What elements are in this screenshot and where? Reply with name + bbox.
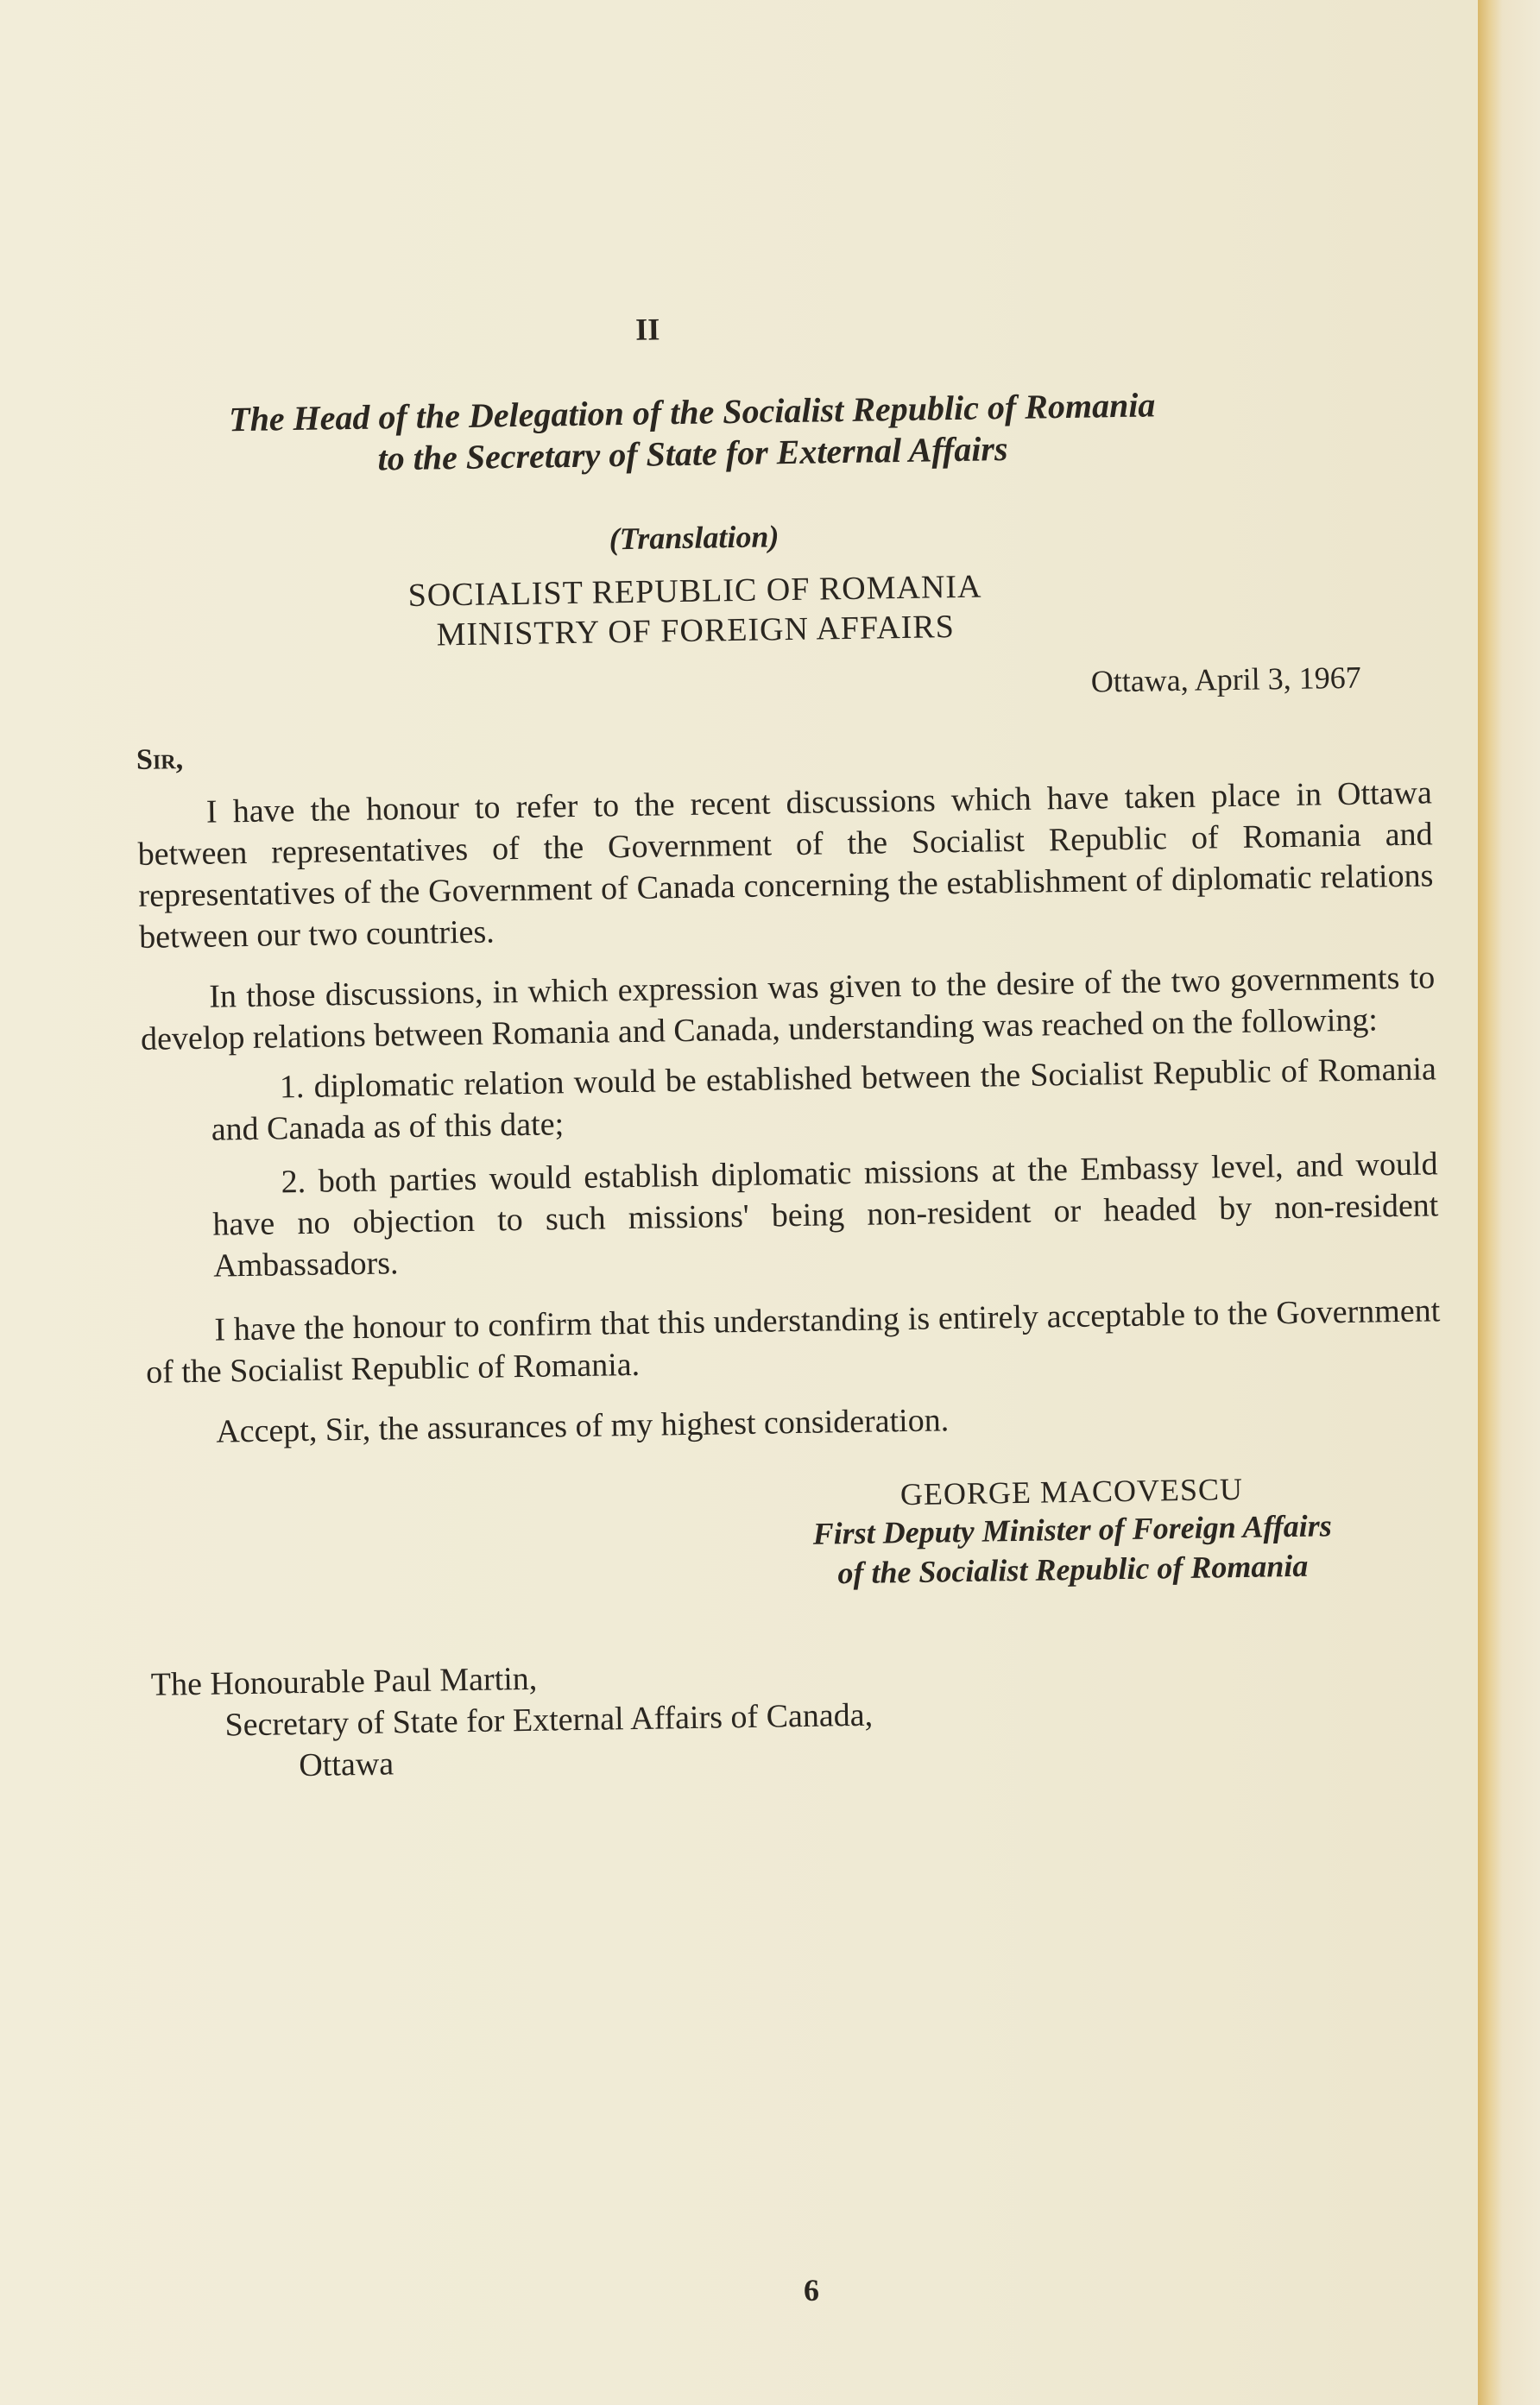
letterhead <box>134 563 1257 660</box>
signatory-title-line-1: First Deputy Minister of Foreign Affairs <box>812 1508 1332 1551</box>
letter-heading <box>130 383 1253 483</box>
page-number: 6 <box>804 2273 819 2307</box>
addressee-line-2: Secretary of State for External Affairs of Canada, <box>224 1696 874 1744</box>
list-item-2: 2. both parties would establish diplomatic missions at the Embassy level, and would have no objection to such missions' being non-resident or headed by non-resident Ambassadors. <box>212 1146 1439 1285</box>
section-number: II <box>634 312 660 347</box>
letter-body <box>129 299 1482 1789</box>
letterhead-line-1: SOCIALIST REPUBLIC OF ROMANIA <box>407 568 982 614</box>
list-item-1: 1. diplomatic relation would be established between the Socialist Republic of Romania and Canada as of this date; <box>211 1051 1437 1148</box>
closing-line: Accept, Sir, the assurances of my highest consideration. <box>215 1402 950 1450</box>
paragraph-2: In those discussions, in which expression was given to the desire of the two governments to develop relations between Romania and Canada, understanding was reached on the following: <box>140 959 1436 1057</box>
signatory-title-line-2: of the Socialist Republic of Romania <box>837 1548 1309 1591</box>
heading-line-1: The Head of the Delegation of the Socialist Republic of Romania <box>228 385 1156 439</box>
addressee-line-3: Ottawa <box>299 1745 394 1784</box>
date-line: Ottawa, April 3, 1967 <box>1090 660 1362 699</box>
confirmation-paragraph: I have the honour to confirm that this understanding is entirely acceptable to the Government of the Socialist Republic of Romania. <box>145 1292 1441 1391</box>
signature-block <box>752 1468 1392 1594</box>
paragraph-1: I have the honour to refer to the recent discussions which have taken place in Ottawa between representatives of the Government of the Socialist Republic of Romania and representatives of the Government of Canada concerning the establishment of diplomatic relations between our two countries. <box>137 774 1434 956</box>
addressee-block <box>150 1644 1481 1789</box>
letterhead-line-2: MINISTRY OF FOREIGN AFFAIRS <box>436 609 956 653</box>
signatory-name: GEORGE MACOVESCU <box>899 1471 1244 1512</box>
addressee-line-1: The Honourable Paul Martin, <box>150 1660 538 1703</box>
binding-edge <box>1478 0 1540 2405</box>
salutation: Sir, <box>136 743 184 776</box>
heading-line-2: to the Secretary of State for External Affairs <box>377 429 1008 478</box>
translation-note: (Translation) <box>609 519 779 557</box>
